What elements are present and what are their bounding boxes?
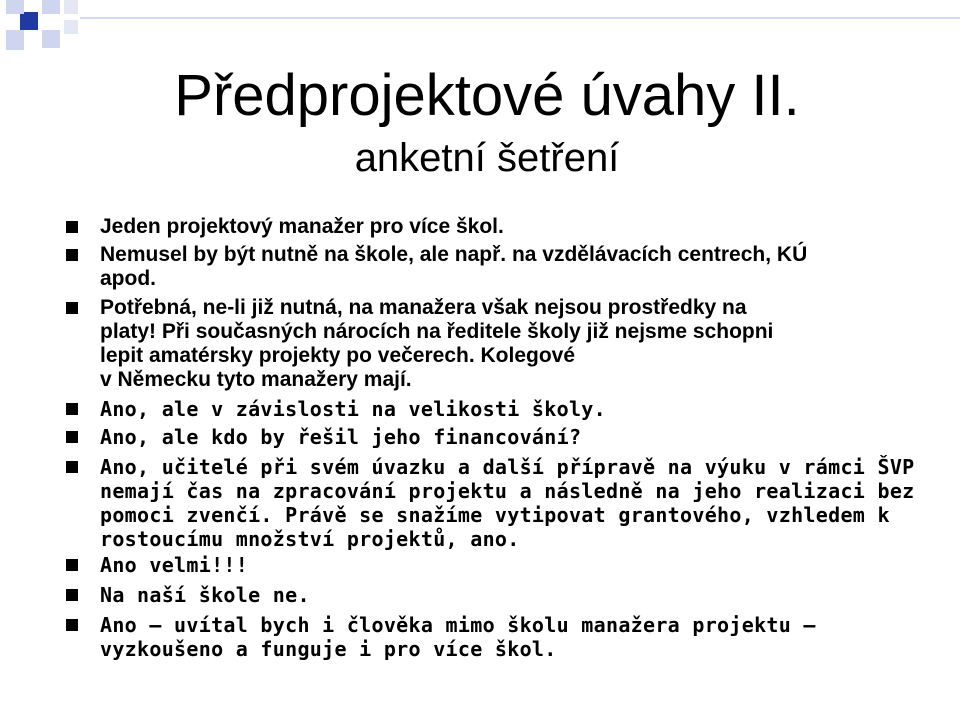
decor-square-dark bbox=[20, 12, 38, 30]
list-item-text: Ano, ale v závislosti na velikosti školy. bbox=[100, 397, 606, 421]
decor-square-light bbox=[6, 0, 24, 14]
square-bullet-icon bbox=[66, 221, 78, 233]
list-item-text: Ano – uvítal bych i člověka mimo školu manažera projektu – vyzkoušeno a funguje i pro více škol. bbox=[100, 613, 816, 661]
decor-square-light bbox=[64, 20, 78, 34]
square-bullet-icon bbox=[66, 403, 78, 415]
list-item bbox=[0, 455, 915, 551]
decor-square-light bbox=[42, 0, 60, 14]
list-item-text: Ano velmi!!! bbox=[100, 553, 249, 577]
list-item-text: Na naší škole ne. bbox=[100, 583, 310, 607]
list-item-text: Potřebná, ne-li již nutná, na manažera však nejsou prostředky na platy! Při současných nárocích na ředitele školy již nejsme schopni lepit amatérsky projekty po večerech. Kolegové v Německu tyto manažery mají. bbox=[100, 296, 774, 391]
slide-decoration bbox=[0, 0, 960, 50]
list-item-text: Ano, učitelé při svém úvazku a další přípravě na výuku v rámci ŠVP nemají čas na zpracování projektu a následně na jeho realizaci bez pomoci zvenčí. Právě se snažíme vytipovat grantového, vzhledem k rostoucímu množství projektů, ano. bbox=[100, 455, 915, 551]
list-item-text: Ano, ale kdo by řešil jeho financování? bbox=[100, 425, 582, 449]
square-bullet-icon bbox=[66, 619, 78, 631]
square-bullet-icon bbox=[66, 559, 78, 571]
slide-subtitle: anketní šetření bbox=[354, 136, 620, 180]
square-bullet-icon bbox=[66, 249, 78, 261]
list-item bbox=[0, 613, 816, 709]
list-item-text: Jeden projektový manažer pro více škol. bbox=[100, 215, 504, 238]
square-bullet-icon bbox=[66, 461, 78, 473]
square-bullet-icon bbox=[66, 431, 78, 443]
decor-square-light bbox=[6, 30, 24, 50]
decor-square-light bbox=[42, 30, 60, 48]
square-bullet-icon bbox=[66, 302, 78, 314]
square-bullet-icon bbox=[66, 589, 78, 601]
slide-title: Předprojektové úvahy II. bbox=[174, 63, 800, 128]
list-item-text: Nemusel by být nutně na škole, ale např. na vzdělávacích centrech, KÚ apod. bbox=[100, 243, 808, 290]
decor-square-light bbox=[64, 0, 78, 14]
list-item bbox=[0, 296, 774, 392]
